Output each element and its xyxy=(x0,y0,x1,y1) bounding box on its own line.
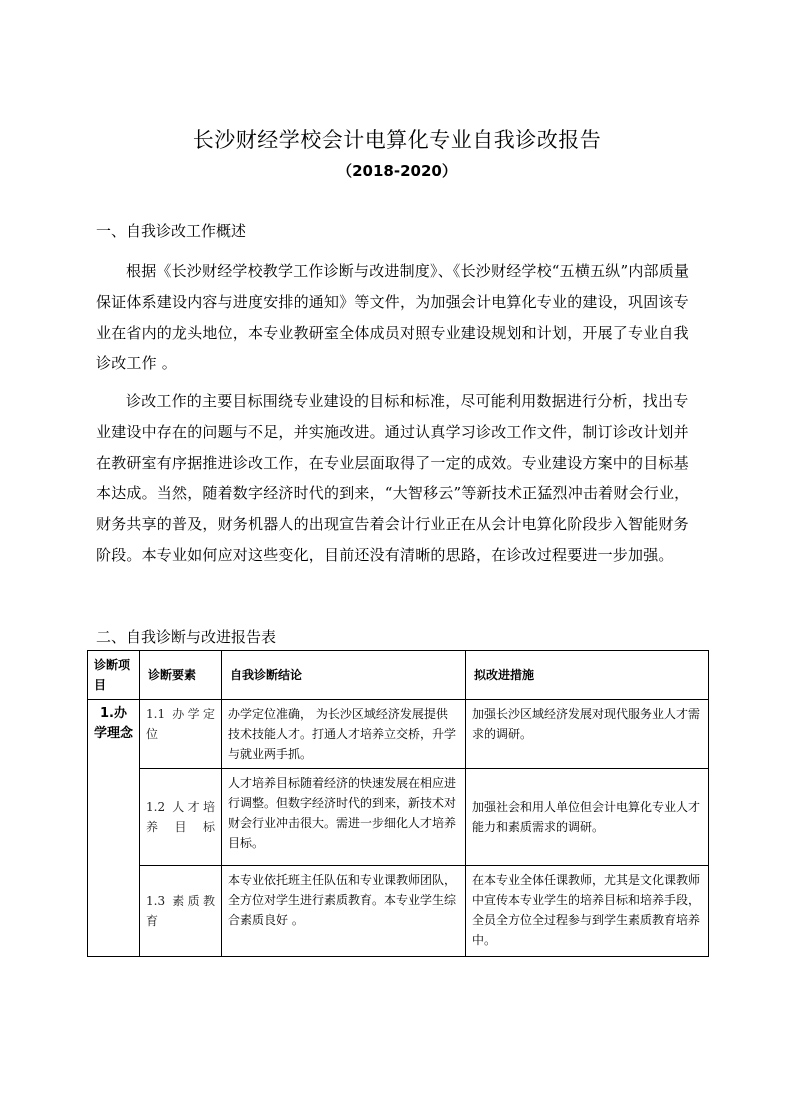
measure-cell: 加强社会和用人单位但会计电算化专业人才能力和素质需求的调研。 xyxy=(466,769,709,866)
element-cell: 1.2 人才培养目标 xyxy=(140,769,222,866)
conclusion-cell: 办学定位准确， 为长沙区域经济发展提供技术技能人才。打通人才培养立交桥，升学与就业两手抓。 xyxy=(222,700,466,769)
report-table xyxy=(87,650,709,957)
document-title: 长沙财经学校会计电算化专业自我诊改报告 xyxy=(192,128,602,152)
table-header-row xyxy=(88,651,709,700)
table-row xyxy=(88,700,709,769)
paragraph-2: 诊改工作的主要目标围绕专业建设的目标和标准，尽可能利用数据进行分析，找出专业建设中存在的问题与不足，并实施改进。通过认真学习诊改工作文件，制订诊改计划并在教研室有序据推进诊改工作，在专业层面取得了一定的成效。专业建设方案中的目标基本达成。当然，随着数字经济时代的到来，“大智移云”等新技术正猛烈冲击着财会行业，财务共享的普及，财务机器人的出现宣告着会计行业正在从会计电算化阶段步入智能财务阶段。本专业如何应对这些变化，目前还没有清晰的思路，在诊改过程要进一步加强。 xyxy=(96,392,690,564)
section-heading-overview: 一、自我诊改工作概述 xyxy=(96,222,247,240)
measure-cell: 在本专业全体任课教师，尤其是文化课教师中宣传本专业学生的培养目标和培养手段，全员全方位全过程参与到学生素质教育培养中。 xyxy=(466,866,709,957)
element-cell: 1.3 素质教育 xyxy=(140,866,222,957)
project-cell: 1.办学理念 xyxy=(88,700,140,957)
paragraph-1: 根据《长沙财经学校教学工作诊断与改进制度》、《长沙财经学校“五横五纵”内部质量保证体系建设内容与进度安排的通知》等文件，为加强会计电算化专业的建设，巩固该专业在省内的龙头地位，本专业教研室全体成员对照专业建设规划和计划，开展了专业自我诊改工作 。 xyxy=(96,262,690,373)
header-measure: 拟改进措施 xyxy=(466,651,709,700)
section-heading-report-table: 二、自我诊断与改进报告表 xyxy=(96,628,277,646)
conclusion-cell: 本专业依托班主任队伍和专业课教师团队，全方位对学生进行素质教育。本专业学生综合素质良好 。 xyxy=(222,866,466,957)
table-row xyxy=(88,866,709,957)
conclusion-cell: 人才培养目标随着经济的快速发展在相应进行调整。但数字经济时代的到来，新技术对财会行业冲击很大。需进一步细化人才培养目标。 xyxy=(222,769,466,866)
header-conclusion: 自我诊断结论 xyxy=(222,651,466,700)
table-row xyxy=(88,769,709,866)
measure-cell: 加强长沙区域经济发展对现代服务业人才需求的调研。 xyxy=(466,700,709,769)
element-cell: 1.1 办学定位 xyxy=(140,700,222,769)
document-subtitle: （2018-2020） xyxy=(337,162,457,180)
header-project: 诊断项目 xyxy=(88,651,140,700)
header-element: 诊断要素 xyxy=(140,651,222,700)
